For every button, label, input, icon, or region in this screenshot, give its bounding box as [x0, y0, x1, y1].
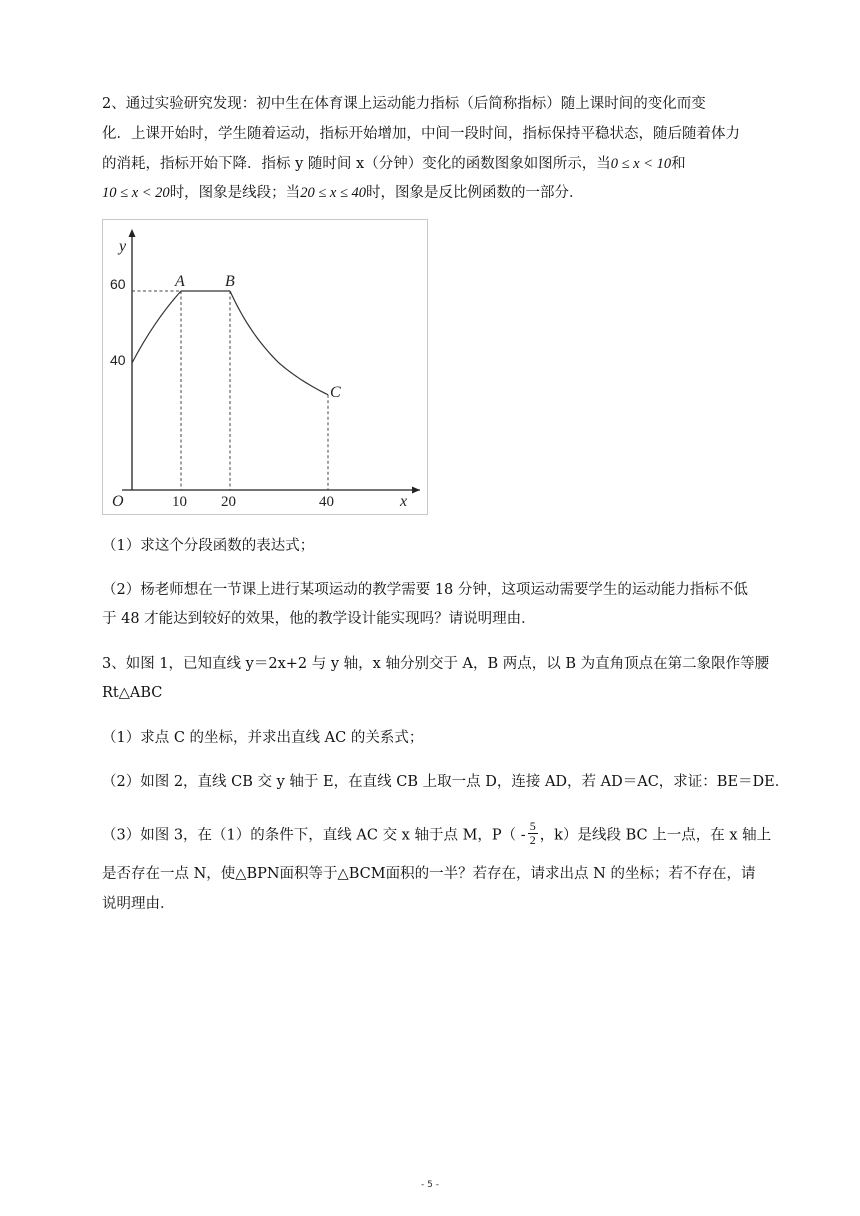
q3-sub-3-line-1: [102, 819, 772, 849]
y-tick-60: 60: [110, 276, 126, 292]
point-label-B: B: [225, 273, 235, 290]
q3-line-2: Rt△ABC: [102, 685, 163, 701]
x-tick-10: 10: [172, 494, 187, 510]
q2-line-4: [102, 183, 584, 203]
q2-inequality-1: 0 ≤ x < 10: [610, 156, 672, 172]
page-number: - 5 -: [421, 1180, 439, 1190]
q2-inequality-3: 20 ≤ x ≤ 40: [300, 185, 367, 201]
q2-line-3: [102, 154, 686, 174]
graph-frame: [103, 220, 428, 515]
fraction-numerator: 5: [529, 819, 536, 833]
q3-sub-1: （1）求点 C 的坐标，并求出直线 AC 的关系式；: [102, 730, 424, 746]
q2-line-3-end: 和: [671, 156, 686, 172]
point-label-A: A: [175, 273, 185, 290]
q2-line-4-end: 时，图象是反比例函数的一部分．: [366, 185, 584, 201]
q3-sub-3-line-3: 说明理由．: [102, 896, 175, 912]
origin-label: O: [112, 493, 124, 510]
q2-line-4-mid: 时，图象是线段；当: [169, 185, 301, 201]
q3-line-1: 3、如图 1，已知直线 y＝2x+2 与 y 轴，x 轴分别交于 A，B 两点，以 B 为直角顶点在第二象限作等腰: [102, 656, 770, 672]
q2-sub-1: （1）求这个分段函数的表达式；: [102, 538, 315, 554]
function-graph: [102, 219, 428, 515]
q3-sub-3-line-2: 是否存在一点 N，使△BPN面积等于△BCM面积的一半？若存在，请求出点 N 的坐标；若不存在，请: [102, 866, 756, 882]
fraction-denominator: 2: [529, 833, 536, 847]
point-label-C: C: [330, 383, 341, 401]
fraction-five-halves: [528, 820, 538, 847]
y-axis-label: y: [119, 238, 127, 255]
q2-line-3-text: 的消耗，指标开始下降．指标 y 随时间 x（分钟）变化的函数图象如图所示，当: [102, 156, 611, 172]
y-tick-40: 40: [110, 352, 126, 368]
x-tick-20: 20: [221, 494, 236, 510]
q3-sub-2: （2）如图 2，直线 CB 交 y 轴于 E，在直线 CB 上取一点 D，连接 AD，若 AD＝AC，求证：BE＝DE．: [102, 774, 790, 790]
q3-sub-3-post: ，k）是线段 BC 上一点，在 x 轴上: [539, 827, 772, 844]
q2-sub-2-line-1: （2）杨老师想在一节课上进行某项运动的教学需要 18 分钟，这项运动需要学生的运动能力指标不低: [102, 582, 748, 598]
q2-sub-2-line-2: 于 48 才能达到较好的效果，他的教学设计能实现吗？请说明理由．: [102, 611, 536, 627]
q2-line-2: 化．上课开始时，学生随着运动，指标开始增加，中间一段时间，指标保持平稳状态，随后随着体力: [102, 126, 740, 142]
q3-sub-3-pre: （3）如图 3，在（1）的条件下，直线 AC 交 x 轴于点 M，P（ -: [102, 827, 526, 844]
q2-inequality-2: 10 ≤ x < 20: [102, 185, 170, 201]
x-axis-label: x: [400, 493, 408, 510]
x-tick-40: 40: [319, 494, 334, 510]
q2-line-1: 2、通过实验研究发现：初中生在体育课上运动能力指标（后简称指标）随上课时间的变化而变: [102, 96, 706, 112]
